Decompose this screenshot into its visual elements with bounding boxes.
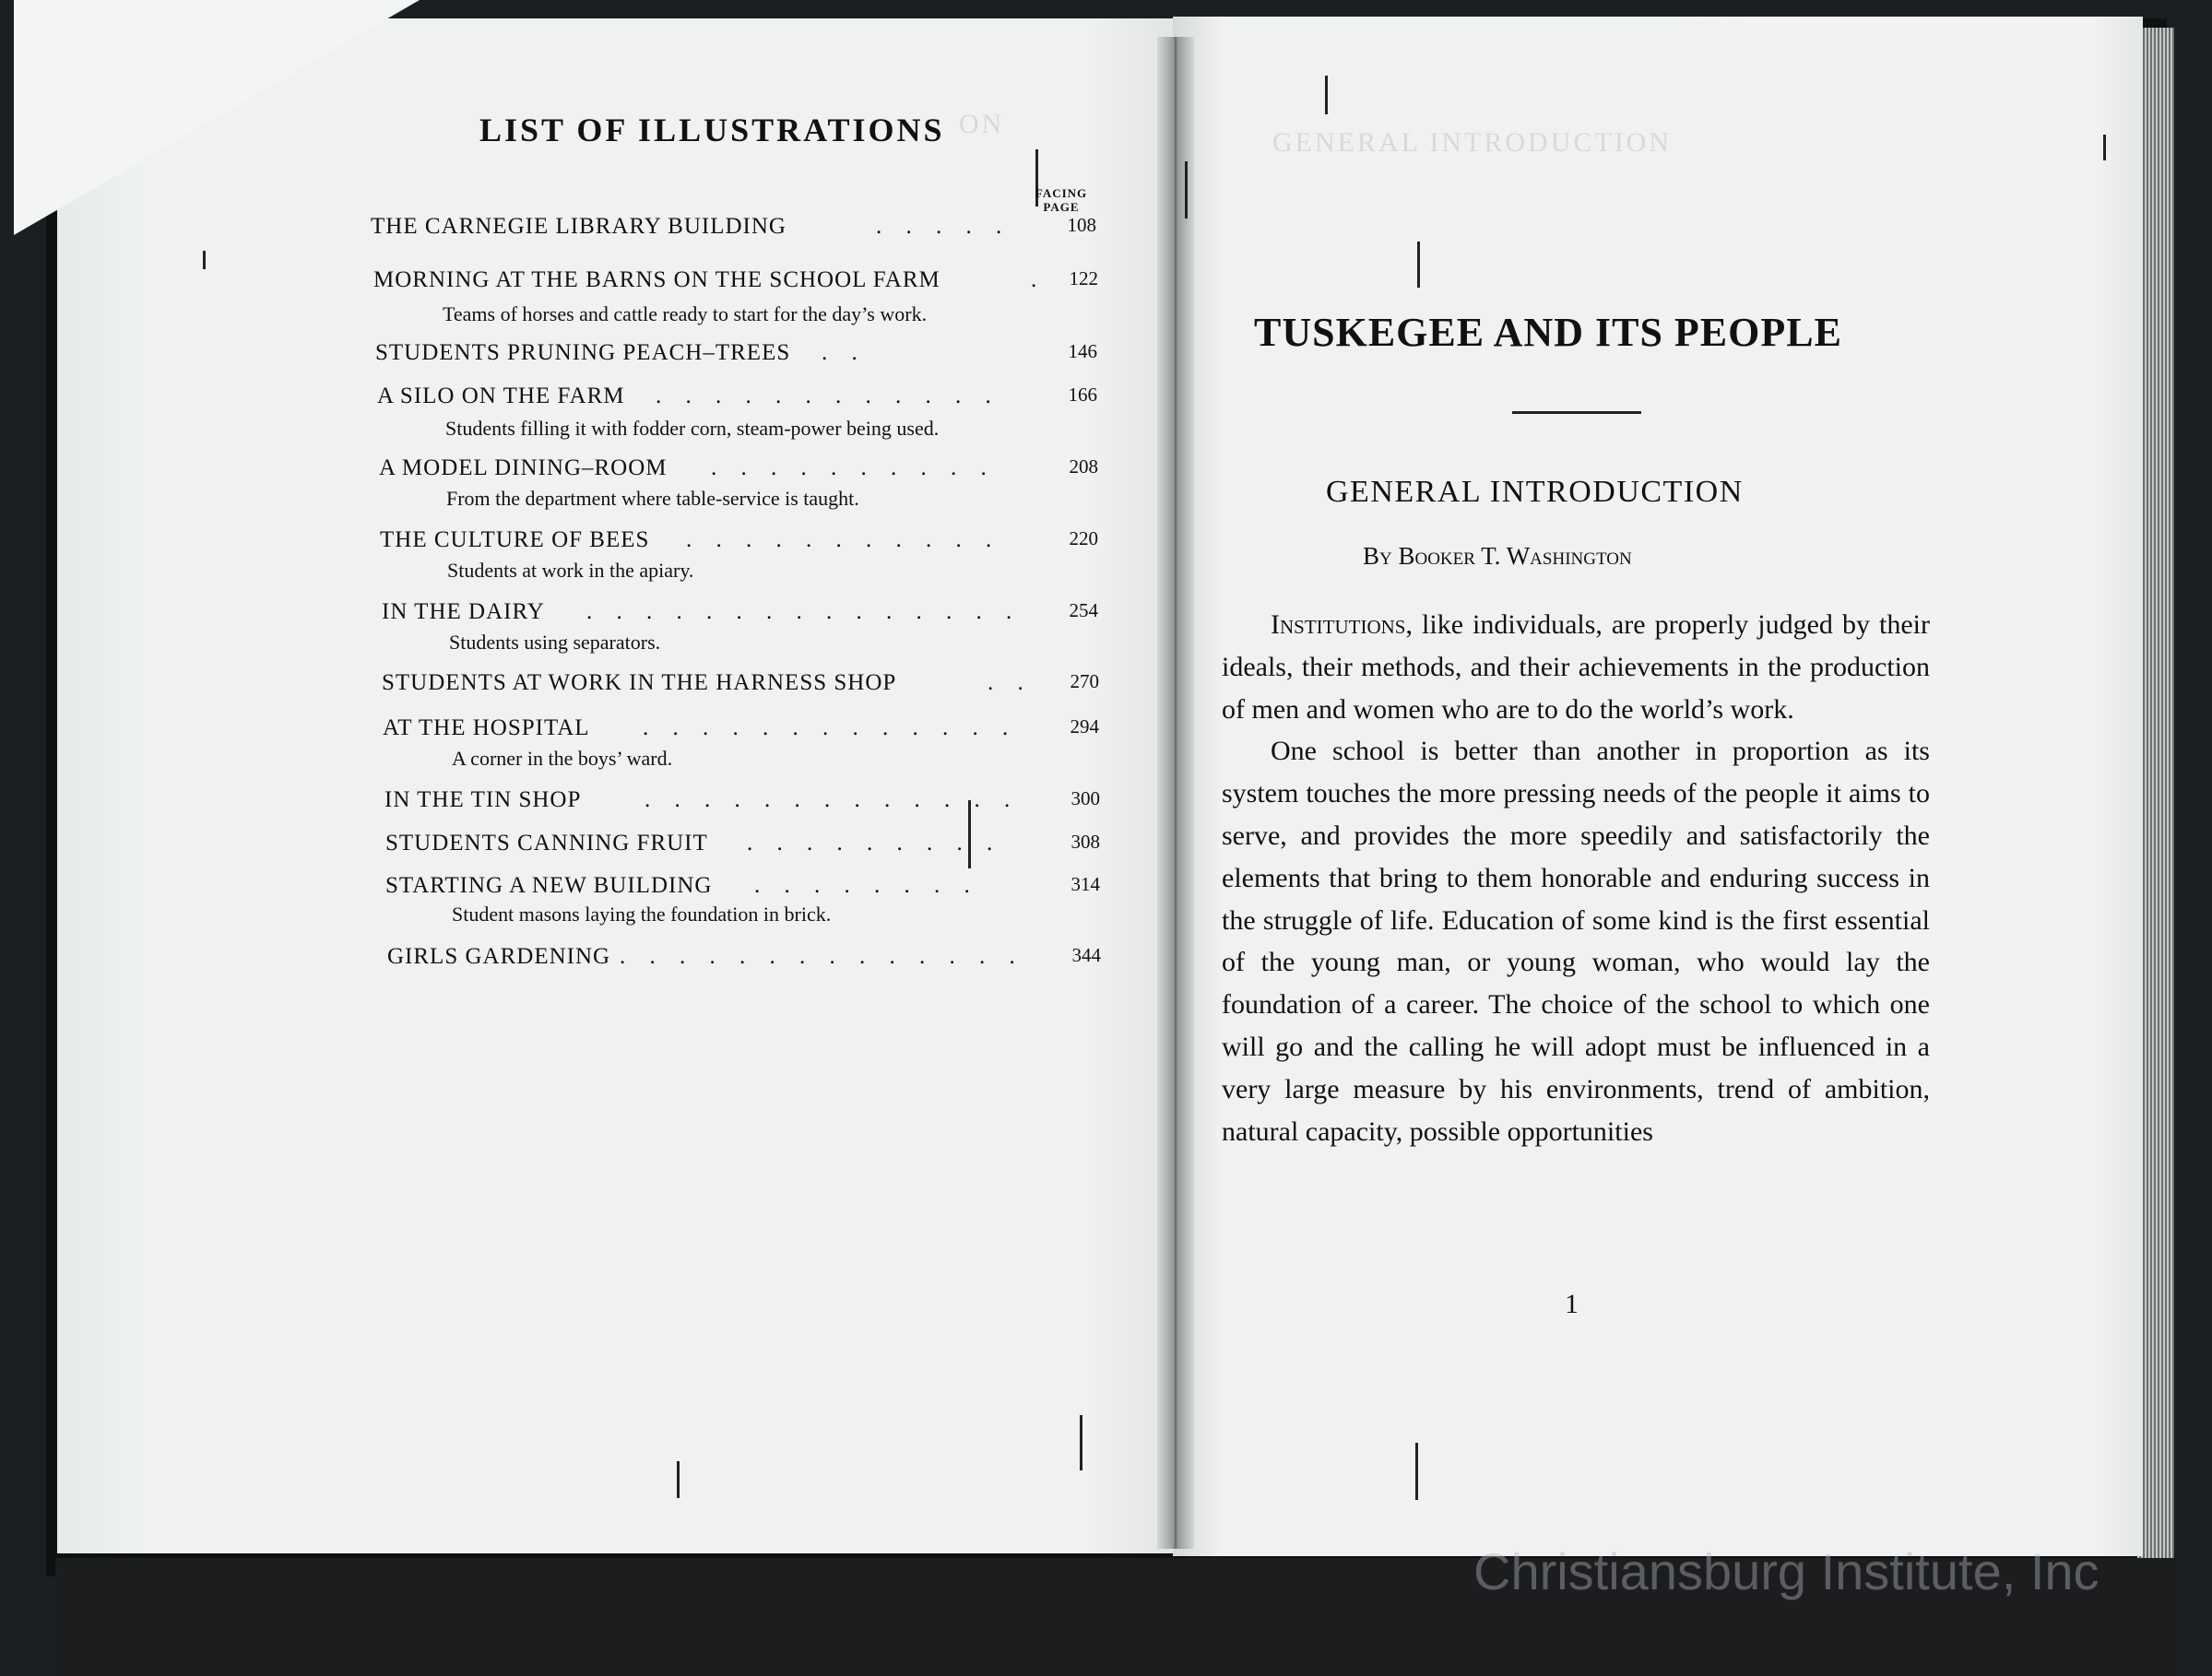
illustration-caption: A corner in the boys’ ward. <box>452 747 673 770</box>
leader-dots: . . <box>822 340 867 365</box>
leader-dots: . . . . . . . . . . . . . <box>645 787 1020 812</box>
crop-mark <box>1080 1415 1082 1470</box>
introduction-text <box>1222 604 1930 1152</box>
leader-dots: . . . . . . . . . . . . . . <box>620 944 1024 969</box>
illustration-title: THE CULTURE OF BEES <box>380 527 650 552</box>
crop-mark <box>1325 76 1328 114</box>
leader-dots: . . . . . . . . . . <box>711 455 996 480</box>
illustration-caption: Students at work in the apiary. <box>447 559 694 582</box>
crop-mark <box>203 251 206 269</box>
crop-mark <box>2103 135 2106 160</box>
illustration-page: 308 <box>1071 831 1100 853</box>
crop-mark <box>1415 1443 1418 1500</box>
illustration-page: 108 <box>1067 214 1096 236</box>
illustration-page: 254 <box>1069 599 1098 621</box>
facing-page-label: FACING PAGE <box>1035 186 1088 214</box>
illustration-title: STUDENTS AT WORK IN THE HARNESS SHOP <box>382 670 897 695</box>
paragraph-2: One school is better than another in proportion as its system touches the more pressing needs of the people it aims to serve, and provides the more speedily and satisfactorily the elements that bring to them honorable and enduring success in the struggle of life. Education of some kind is the first essential of the young man, or young woman, who would lay the foundation of a career. The choice of the school to which one will go and the calling he will adopt must be influenced in a very large measure by his environments, trend of ambition, natural capacity, possible opportunities <box>1222 736 1930 1147</box>
illustration-page: 300 <box>1071 787 1100 809</box>
book-title: TUSKEGEE AND ITS PEOPLE <box>1254 310 1842 355</box>
leader-dots: . <box>1031 267 1047 292</box>
illustration-page: 208 <box>1069 455 1098 478</box>
illustration-title: THE CARNEGIE LIBRARY BUILDING <box>371 214 787 239</box>
leader-dots: . . . . . . . . . . . . . <box>643 715 1018 740</box>
crop-mark <box>677 1461 680 1498</box>
book-gutter <box>1157 37 1194 1549</box>
illustration-title: A MODEL DINING–ROOM <box>379 455 668 480</box>
paragraph-1 <box>1222 604 1930 730</box>
leader-dots: . . . . . . . . . . . . <box>656 384 1000 408</box>
illustration-title: AT THE HOSPITAL <box>383 715 590 740</box>
list-of-illustrations-heading: LIST OF ILLUSTRATIONS <box>479 112 945 148</box>
illustration-entry <box>384 787 1100 824</box>
byline-prefix: By <box>1363 542 1392 570</box>
illustration-page: 270 <box>1070 670 1099 692</box>
leader-dots: . . . . . . . . <box>754 873 979 898</box>
author-name: Booker T. Washington <box>1398 542 1632 570</box>
byline <box>1363 542 1632 571</box>
title-rule <box>1512 411 1641 414</box>
paragraph-1-text: like individuals, are properly judged by their ideals, their methods, and their achievements in the production of men and women who are to do the world’s work. <box>1222 609 1930 725</box>
illustration-entry <box>387 944 1101 981</box>
illustration-title: MORNING AT THE BARNS ON THE SCHOOL FARM <box>373 267 940 292</box>
leader-dots: . . <box>988 670 1033 695</box>
illustration-page: 314 <box>1071 873 1100 895</box>
bleed-through-heading-left: ON <box>959 109 1005 139</box>
illustration-title: STUDENTS PRUNING PEACH–TREES <box>375 340 791 365</box>
illustration-caption: Student masons laying the foundation in brick. <box>452 903 832 926</box>
page-edges <box>2137 28 2174 1558</box>
illustration-caption: Students using separators. <box>449 631 661 654</box>
illustration-page: 294 <box>1070 715 1099 738</box>
illustration-entry <box>373 267 1098 304</box>
illustration-entry <box>385 831 1100 868</box>
illustration-caption: Students filling it with fodder corn, steam-power being used. <box>445 417 940 440</box>
illustration-title: A SILO ON THE FARM <box>377 384 625 408</box>
illustration-entry <box>375 340 1097 377</box>
watermark: Christiansburg Institute, Inc <box>1473 1542 2100 1600</box>
illustration-title: STUDENTS CANNING FRUIT <box>385 831 708 856</box>
illustration-title: GIRLS GARDENING <box>387 944 611 969</box>
illustration-caption: Teams of horses and cattle ready to start for the day’s work. <box>443 302 928 325</box>
section-title: GENERAL INTRODUCTION <box>1326 475 1744 509</box>
illustration-page: 146 <box>1068 340 1097 362</box>
crop-mark <box>1417 242 1420 288</box>
leader-dots: . . . . . . . . . <box>747 831 1002 856</box>
leader-dots: . . . . . . . . . . . . . . . <box>586 599 1022 624</box>
illustration-entry <box>377 384 1097 420</box>
illustration-page: 122 <box>1069 267 1098 289</box>
crop-mark <box>1185 161 1188 218</box>
illustration-title: IN THE TIN SHOP <box>384 787 582 812</box>
illustration-page: 166 <box>1068 384 1097 406</box>
illustration-entry <box>382 670 1099 707</box>
leader-dots: . . . . . . . . . . . <box>686 527 1001 552</box>
illustration-caption: From the department where table-service is taught. <box>446 487 859 510</box>
illustration-page: 220 <box>1069 527 1098 549</box>
lead-word: Institutions, <box>1271 609 1413 640</box>
illustration-entry <box>371 214 1096 251</box>
bleed-through-heading: GENERAL INTRODUCTION <box>1272 127 1673 158</box>
illustration-page: 344 <box>1071 944 1101 966</box>
illustration-title: IN THE DAIRY <box>382 599 545 624</box>
leader-dots: . . . . . <box>876 214 1011 239</box>
page-number: 1 <box>1565 1289 1579 1319</box>
illustration-title: STARTING A NEW BUILDING <box>385 873 713 898</box>
